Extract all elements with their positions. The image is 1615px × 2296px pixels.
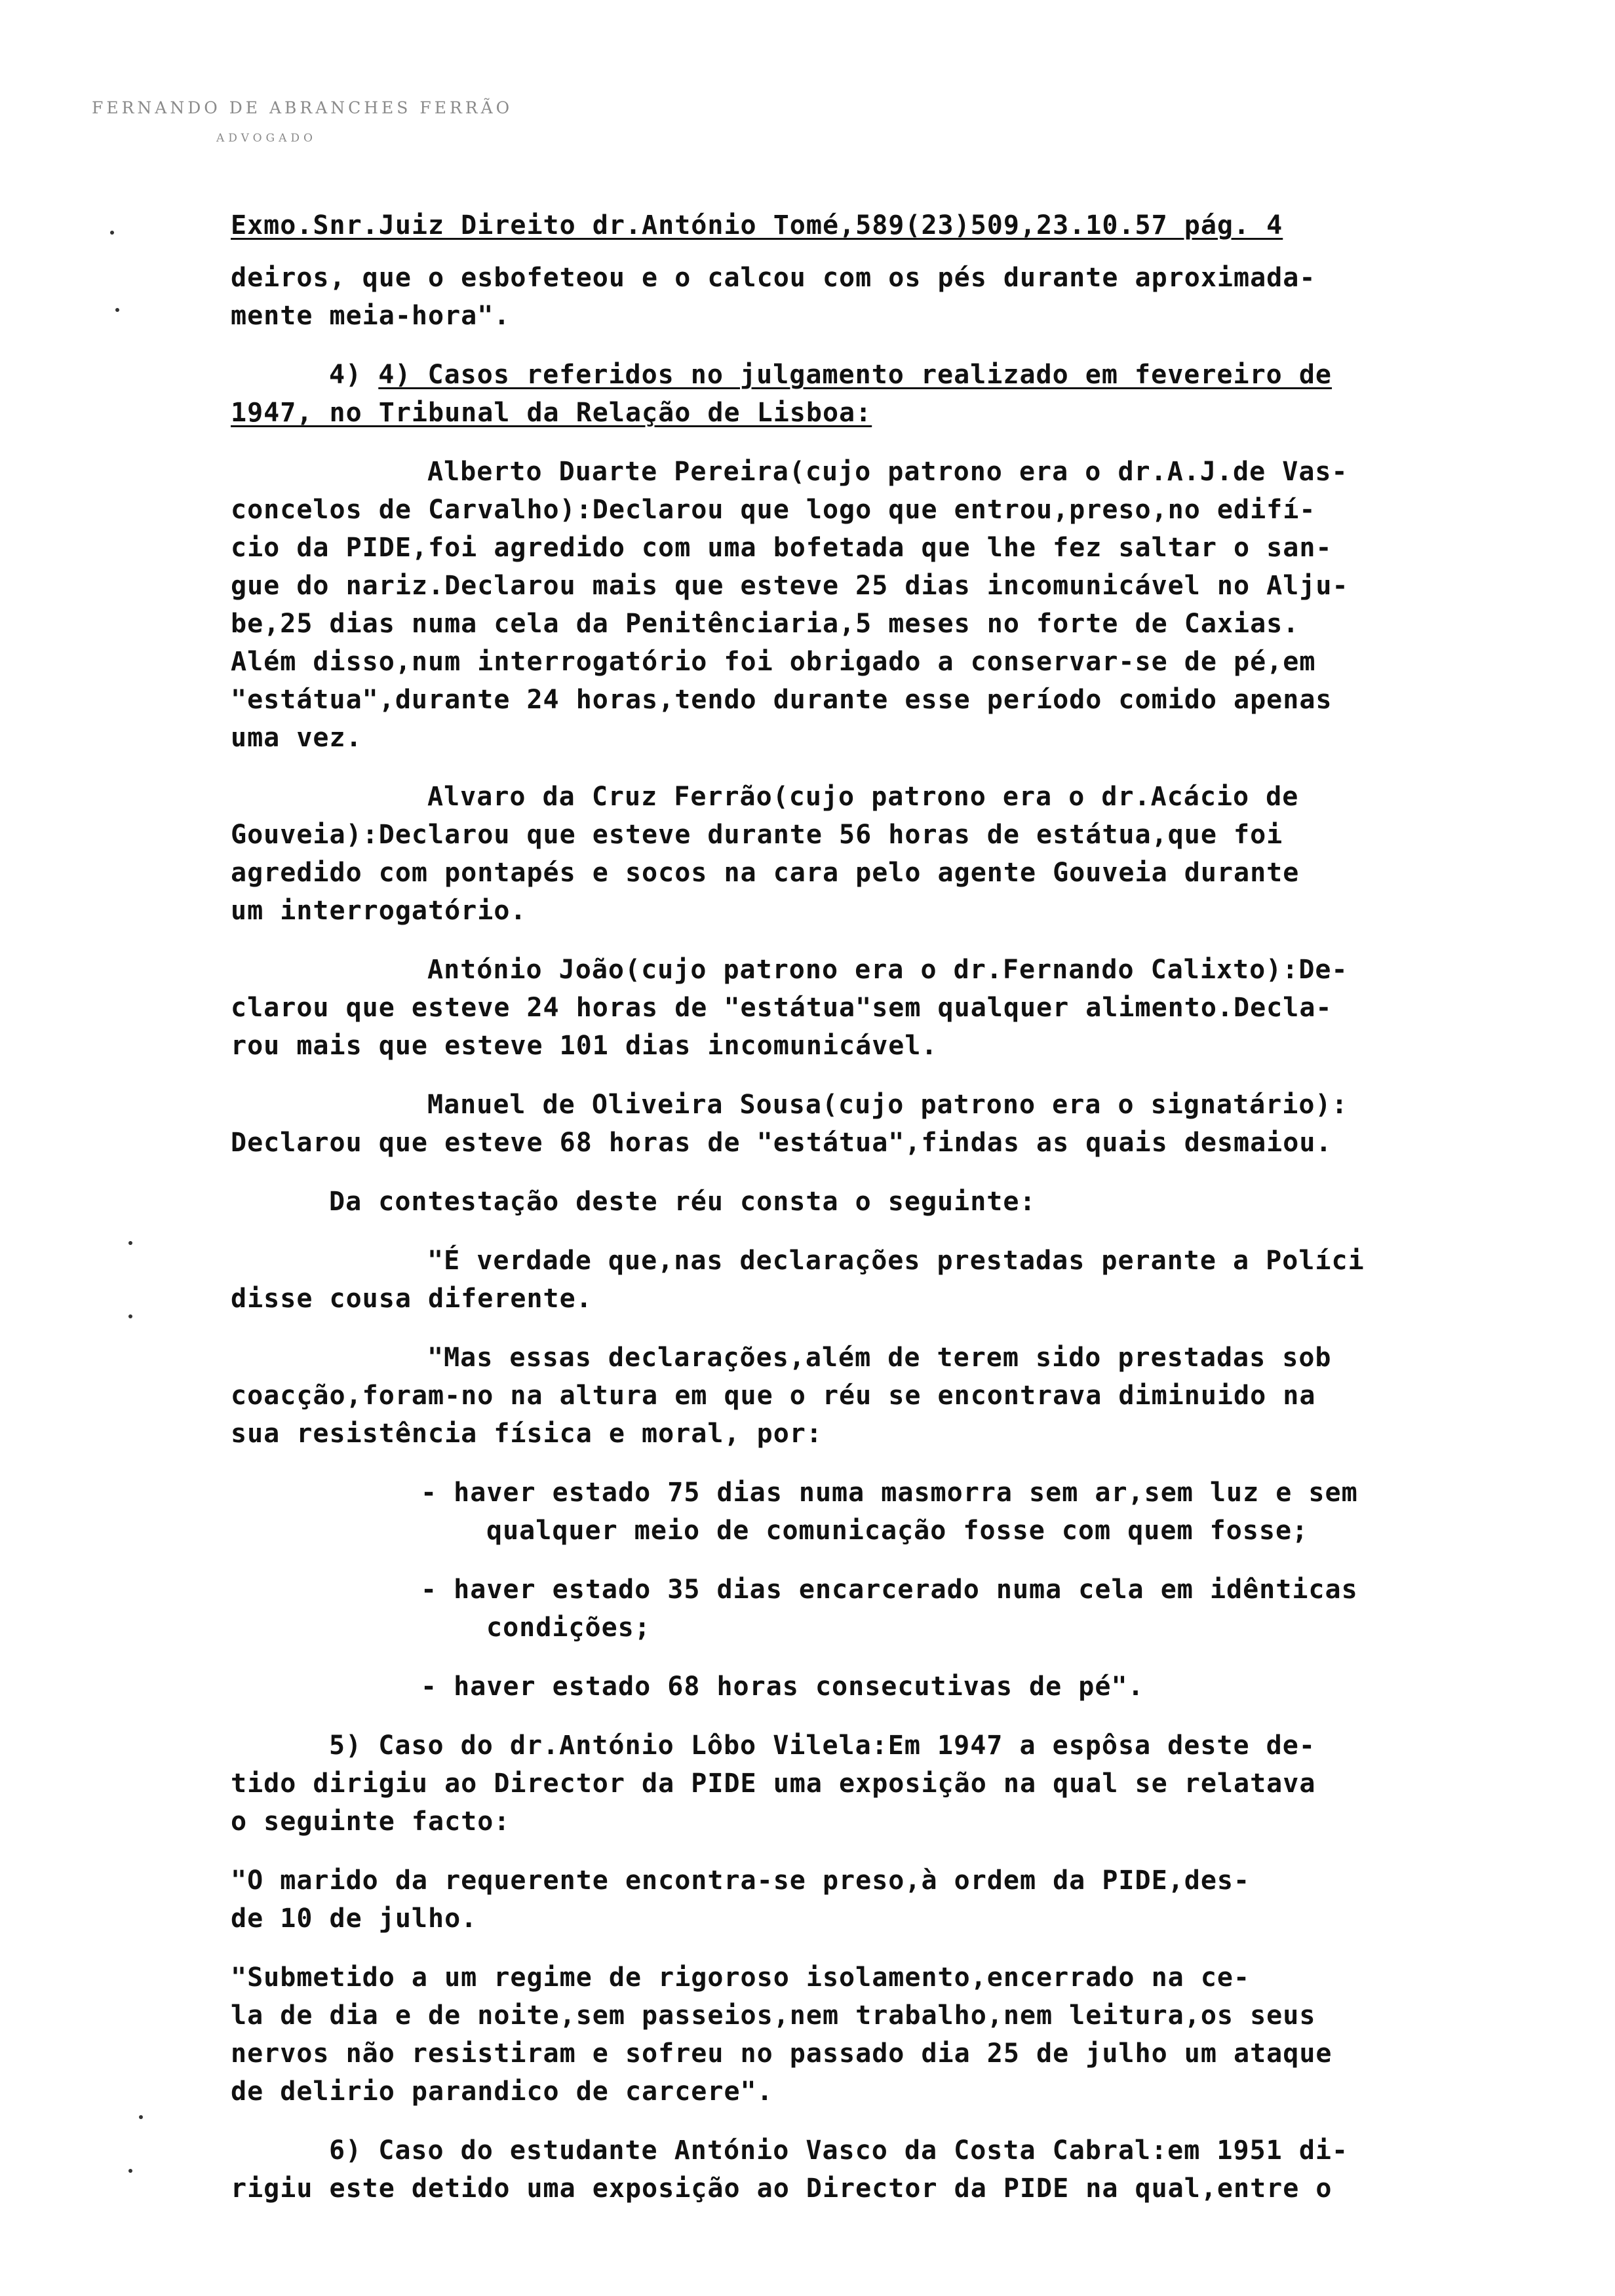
text-line: rigiu este detido uma exposição ao Director da PIDE na qual,entre o bbox=[231, 2173, 1333, 2204]
quote-line: disse cousa diferente. bbox=[231, 1284, 593, 1314]
document-body bbox=[231, 206, 1528, 2208]
text-line: tido dirigiu ao Director da PIDE uma exposição na qual se relatava bbox=[231, 1769, 1316, 1799]
text-line: "estátua",durante 24 horas,tendo durante esse período comido apenas bbox=[231, 685, 1333, 715]
text-line: Alberto Duarte Pereira(cujo patrono era o dr.A.J.de Vas- bbox=[427, 457, 1348, 487]
text-line: o seguinte facto: bbox=[231, 1807, 511, 1837]
quote-line: "O marido da requerente encontra-se preso,à ordem da PIDE,des- bbox=[231, 1866, 1251, 1896]
section-heading: 6) Caso do estudante António Vasco da Costa Cabral:em 1951 di- bbox=[329, 2135, 1349, 2166]
list-item: - haver estado 75 dias numa masmorra sem ar,sem luz e sem bbox=[421, 1478, 1358, 1508]
text-line: clarou que esteve 24 horas de "estátua"sem qualquer alimento.Decla- bbox=[231, 993, 1333, 1023]
text-line: Gouveia):Declarou que esteve durante 56 horas de estátua,que foi bbox=[231, 820, 1283, 850]
text-line: Alvaro da Cruz Ferrão(cujo patrono era o dr.Acácio de bbox=[427, 782, 1299, 812]
quote-line: "É verdade que,nas declarações prestadas perante a Políci bbox=[427, 1246, 1365, 1276]
letterhead-title: ADVOGADO bbox=[216, 132, 317, 145]
text-line: mente meia-hora". bbox=[231, 301, 511, 331]
text-line: agredido com pontapés e socos na cara pelo agente Gouveia durante bbox=[231, 858, 1300, 888]
margin-mark bbox=[115, 308, 119, 312]
margin-mark bbox=[128, 2169, 132, 2173]
text-line: cio da PIDE,foi agredido com uma bofetada que lhe fez saltar o san- bbox=[231, 533, 1333, 563]
quote-line: coacção,foram-no na altura em que o réu se encontrava diminuido na bbox=[231, 1381, 1316, 1411]
list-item-cont: condições; bbox=[486, 1613, 651, 1643]
quote-line: "Submetido a um regime de rigoroso isolamento,encerrado na ce- bbox=[231, 1962, 1251, 1993]
quote-line: la de dia e de noite,sem passeios,nem trabalho,nem leitura,os seus bbox=[231, 2000, 1316, 2031]
text-line: Manuel de Oliveira Sousa(cujo patrono era o signatário): bbox=[427, 1090, 1348, 1120]
section-heading-text: 4) Casos referidos no julgamento realizado em fevereiro de bbox=[378, 360, 1333, 390]
margin-mark bbox=[128, 1314, 132, 1318]
section-heading-cont: 1947, no Tribunal da Relação de Lisboa: bbox=[231, 398, 872, 428]
text-line: uma vez. bbox=[231, 723, 362, 753]
quote-line: de delirio parandico de carcere". bbox=[231, 2076, 773, 2107]
text-line: Da contestação deste réu consta o seguinte: bbox=[329, 1187, 1036, 1217]
quote-line: sua resistência física e moral, por: bbox=[231, 1419, 823, 1449]
text-line: Além disso,num interrogatório foi obrigado a conservar-se de pé,em bbox=[231, 647, 1316, 677]
text-line: deiros, que o esbofeteou e o calcou com os pés durante aproximada- bbox=[231, 263, 1316, 293]
quote-line: "Mas essas declarações,além de terem sido prestadas sob bbox=[427, 1343, 1332, 1373]
page-header: Exmo.Snr.Juiz Direito dr.António Tomé,589(23)509,23.10.57 pág. 4 bbox=[231, 210, 1283, 240]
margin-mark bbox=[128, 1241, 132, 1245]
text-line: gue do nariz.Declarou mais que esteve 25 dias incomunicável no Alju- bbox=[231, 571, 1349, 601]
section-heading: 5) Caso do dr.António Lôbo Vilela:Em 1947 a espôsa deste de- bbox=[329, 1731, 1315, 1761]
letterhead bbox=[92, 100, 513, 144]
list-item: - haver estado 68 horas consecutivas de pé". bbox=[421, 1672, 1144, 1702]
margin-mark bbox=[110, 231, 114, 235]
section-heading: 4) 4) Casos referidos no julgamento realizado em fevereiro de bbox=[329, 360, 1333, 390]
text-line: concelos de Carvalho):Declarou que logo que entrou,preso,no edifí- bbox=[231, 495, 1316, 525]
letterhead-name: FERNANDO DE ABRANCHES FERRÃO bbox=[92, 98, 513, 117]
margin-mark bbox=[139, 2115, 143, 2119]
text-line: be,25 dias numa cela da Penitênciaria,5 meses no forte de Caxias. bbox=[231, 609, 1300, 639]
text-line: um interrogatório. bbox=[231, 896, 527, 926]
quote-line: nervos não resistiram e sofreu no passado dia 25 de julho um ataque bbox=[231, 2038, 1333, 2069]
text-line: António João(cujo patrono era o dr.Fernando Calixto):De- bbox=[427, 955, 1348, 985]
text-line: rou mais que esteve 101 dias incomunicável. bbox=[231, 1031, 938, 1061]
list-item: - haver estado 35 dias encarcerado numa cela em idênticas bbox=[421, 1575, 1358, 1605]
quote-line: de 10 de julho. bbox=[231, 1904, 478, 1934]
text-line: Declarou que esteve 68 horas de "estátua",findas as quais desmaiou. bbox=[231, 1128, 1333, 1158]
list-item-cont: qualquer meio de comunicação fosse com quem fosse; bbox=[486, 1516, 1309, 1546]
